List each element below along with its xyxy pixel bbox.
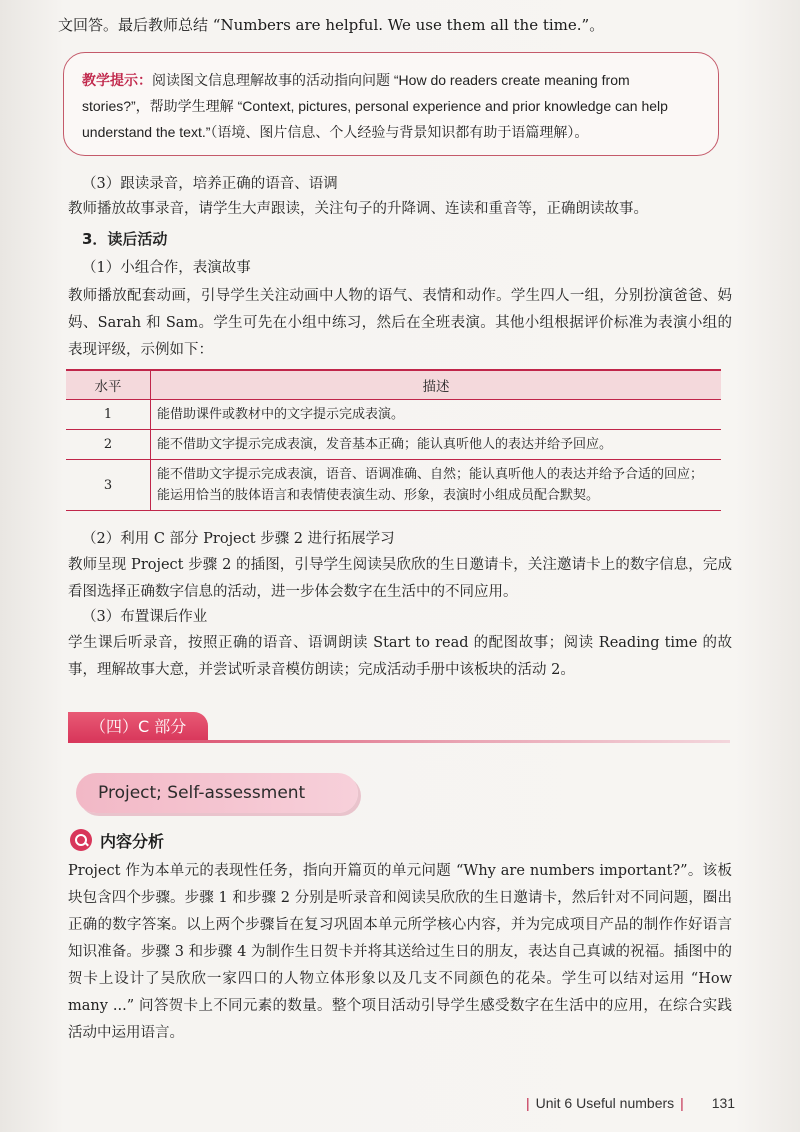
subheading-follow-reading: （3）跟读录音，培养正确的语音、语调	[82, 176, 338, 192]
evaluation-table	[66, 369, 721, 511]
paragraph-follow-reading: 教师播放故事录音，请学生大声跟读，关注句子的升降调、连读和重音等，正确朗读故事。	[68, 201, 648, 217]
teaching-tip-box	[63, 52, 719, 156]
tip-label: 教学提示：	[82, 72, 152, 88]
table-row	[66, 400, 721, 430]
subheading-extension: （2）利用 C 部分 Project 步骤 2 进行拓展学习	[82, 531, 395, 547]
table-row	[66, 460, 721, 511]
page-number: 131	[711, 1095, 736, 1111]
page-footer	[520, 1095, 735, 1111]
paragraph-homework: 学生课后听录音，按照正确的语音、语调朗读 Start to read 的配图故事；阅读 Reading time 的故事，理解故事大意，并尝试听录音模仿朗读；完成活动手册中该板块的活动 2。	[68, 635, 732, 678]
table-row	[66, 430, 721, 460]
paragraph-extension: 教师呈现 Project 步骤 2 的插图，引导学生阅读吴欣欣的生日邀请卡，关注邀请卡上的数字信息，完成看图选择正确数字信息的活动，进一步体会数字在生活中的不同应用。	[68, 557, 732, 600]
footer-unit: Unit 6	[535, 1095, 573, 1111]
level-cell: 2	[66, 430, 151, 460]
footer-divider: |	[526, 1095, 530, 1111]
level-cell: 3	[66, 460, 151, 511]
description-cell: 能不借助文字提示完成表演，语音、语调准确、自然；能认真听他人的表达并给予合适的回应；能运用恰当的肢体语言和表情使表演生动、形象，表演时小组成员配合默契。	[151, 460, 722, 511]
section-tab-c: （四）C 部分	[68, 712, 208, 742]
top-line-text: 文回答。最后教师总结 “Numbers are helpful. We use them all the time.”。	[58, 16, 605, 34]
paragraph-group-act: 教师播放配套动画，引导学生关注动画中人物的语气、表情和动作。学生四人一组，分别扮演爸爸、妈妈、Sarah 和 Sam。学生可先在小组中练习，然后在全班表演。其他小组根据评价标准为表演小组的表现评级，示例如下：	[68, 288, 732, 358]
magnifier-icon	[70, 829, 92, 851]
tip-text: 阅读图文信息理解故事的活动指向问题 “How do readers create meaning from stories?”，帮助学生理解 “Context, pictures, personal experience and prior knowledge can help understand the text.”（语境、图片信息、个人经验与背景知识都有助于语篇理解）。	[82, 72, 668, 140]
section-divider	[68, 740, 730, 743]
footer-title: Useful numbers	[576, 1095, 675, 1111]
content-analysis-heading	[70, 826, 164, 854]
description-cell: 能借助课件或教材中的文字提示完成表演。	[151, 400, 722, 430]
footer-divider: |	[680, 1095, 684, 1111]
subheading-group-act: （1）小组合作，表演故事	[82, 260, 251, 276]
table-header-row	[66, 370, 721, 400]
header-level: 水平	[66, 370, 151, 400]
subheading-homework: （3）布置课后作业	[82, 609, 208, 625]
header-description: 描述	[151, 370, 722, 400]
paragraph-content-analysis: Project 作为本单元的表现性任务，指向开篇页的单元问题 “Why are numbers important?”。该板块包含四个步骤。步骤 1 和步骤 2 分别是听录音和阅读吴欣欣的生日邀请卡，然后针对不同问题，圈出正确的数字答案。以上两个步骤旨在复习巩固本单元所学核心内容，并为完成项目产品的制作作好语言知识准备。步骤 3 和步骤 4 为制作生日贺卡并将其送给过生日的朋友，表达自己真诚的祝福。插图中的贺卡上设计了吴欣欣一家四口的人物立体形象以及几支不同颜色的花朵。学生可以结对运用 “How many ...” 问答贺卡上不同元素的数量。整个项目活动引导学生感受数字在生活中的应用，在综合实践活动中运用语言。	[68, 863, 732, 1041]
description-cell: 能不借助文字提示完成表演，发音基本正确；能认真听他人的表达并给予回应。	[151, 430, 722, 460]
content-analysis-label: 内容分析	[100, 831, 165, 851]
project-title-pill: Project; Self-assessment	[76, 773, 358, 813]
heading-after-reading: 3．读后活动	[82, 230, 168, 248]
level-cell: 1	[66, 400, 151, 430]
